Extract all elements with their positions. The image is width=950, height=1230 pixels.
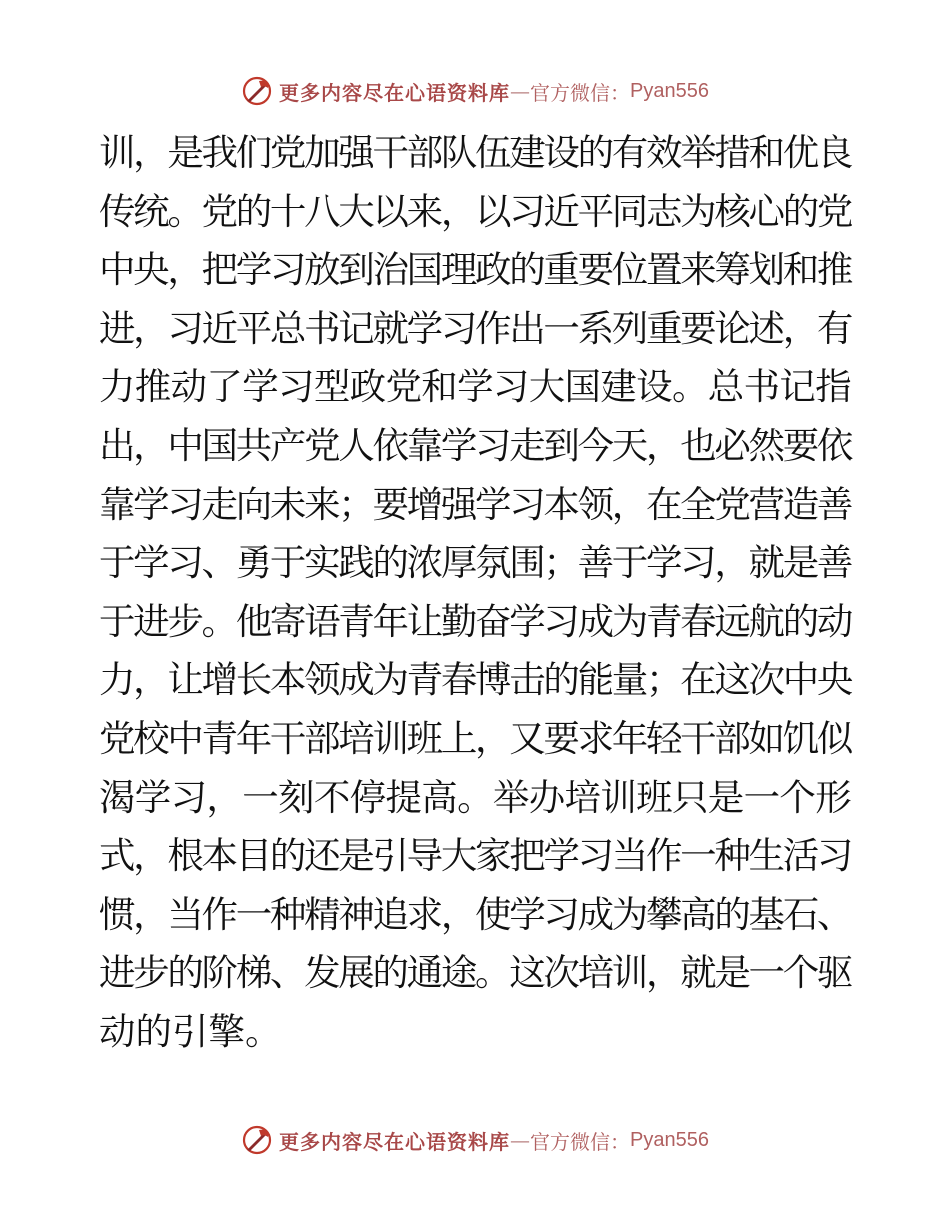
body-text-line: 于进步。他寄语青年让勤奋学习成为青春远航的动 — [99, 599, 851, 643]
body-text-line: 力，让增长本领成为青春博击的能量；在这次中央 — [99, 658, 851, 702]
header-banner — [0, 71, 950, 111]
body-text-line: 进步的阶梯、发展的通途。这次培训，就是一个驱 — [99, 951, 851, 995]
body-text-line: 惯，当作一种精神追求，使学习成为攀高的基石、 — [99, 892, 851, 936]
body-text-line: 党校中青年干部培训班上，又要求年轻干部如饥似 — [99, 716, 851, 760]
body-text-line: 出，中国共产党人依靠学习走到今天，也必然要依 — [99, 423, 851, 467]
header-banner-wechat-id: Pyan556 — [630, 79, 709, 102]
body-text-line: 传统。党的十八大以来，以习近平同志为核心的党 — [99, 189, 851, 233]
footer-banner-separator: — — [510, 1128, 531, 1152]
header-banner-title: 更多内容尽在心语资料库 — [279, 80, 511, 105]
body-text-line: 力推动了学习型政党和学习大国建设。总书记指 — [99, 365, 851, 409]
body-text-line: 进，习近平总书记就学习作出一系列重要论述，有 — [99, 306, 851, 350]
body-text-line: 动的引擎。 — [99, 1009, 282, 1053]
body-text-line: 渴学习，一刻不停提高。举办培训班只是一个形 — [99, 775, 851, 819]
header-banner-label: 官方微信： — [530, 80, 631, 105]
footer-banner-label: 官方微信： — [530, 1129, 631, 1154]
feather-pen-logo-icon — [241, 1124, 273, 1156]
header-banner-separator: — — [510, 79, 531, 103]
footer-banner-title: 更多内容尽在心语资料库 — [279, 1129, 511, 1154]
body-text-line: 于学习、勇于实践的浓厚氛围；善于学习，就是善 — [99, 541, 851, 585]
body-text-line: 中央，把学习放到治国理政的重要位置来筹划和推 — [99, 248, 851, 292]
body-text-line: 式，根本目的还是引导大家把学习当作一种生活习 — [99, 834, 851, 878]
body-paragraph — [99, 124, 851, 1062]
body-text-line: 训，是我们党加强干部队伍建设的有效举措和优良 — [99, 131, 851, 174]
body-text-line: 靠学习走向未来；要增强学习本领，在全党营造善 — [99, 482, 851, 526]
footer-banner — [0, 1120, 950, 1160]
feather-pen-logo-icon — [241, 75, 273, 107]
footer-banner-wechat-id: Pyan556 — [630, 1128, 709, 1151]
